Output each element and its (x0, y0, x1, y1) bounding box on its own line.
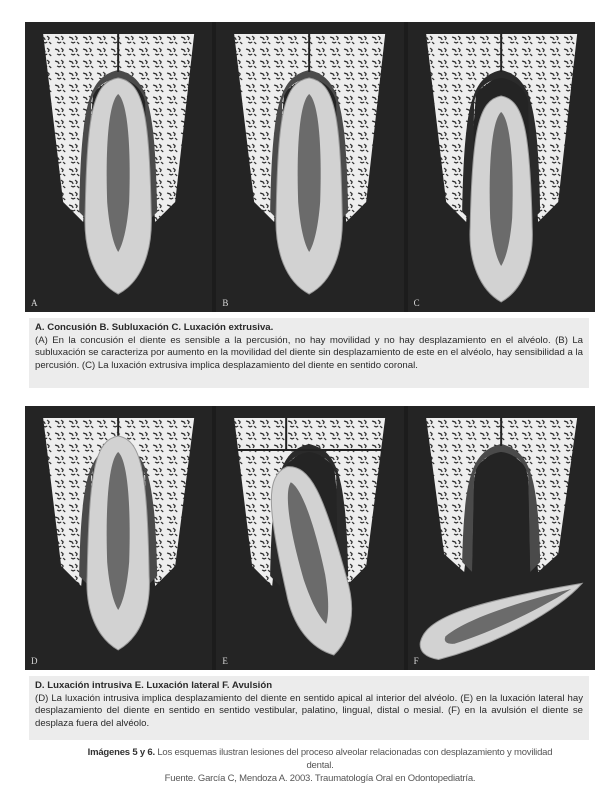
caption-bottom (29, 676, 589, 740)
panel-subluxacion (216, 22, 403, 312)
tooth-diagram-f (408, 406, 595, 670)
panel-concusion (25, 22, 212, 312)
panel-luxacion-intrusiva (25, 406, 212, 670)
panel-letter: F (413, 656, 419, 666)
caption-body: (A) En la concusión el diente es sensible a la percusión, no hay movilidad y no hay desplazamiento en el alvéolo. (B) La subluxación se caracteriza por aumento en la movilidad del diente sin desplazamiento de este en el alvéolo, hay sensibilidad a la percusión. (C) La luxación extrusiva implica desplazamiento del diente en sentido coronal. (35, 334, 583, 371)
panel-letter: D (31, 656, 38, 666)
tooth-diagram-e (216, 406, 403, 670)
caption-top (29, 318, 589, 388)
caption-body: (D) La luxación intrusiva implica desplazamiento del diente en sentido apical al interior del alvéolo. (E) en la luxación lateral hay desplazamiento del diente en sentido en sentido vestibular, palatino, lingual, distal o mesial. (F) en la avulsión el diente se desplaza fuera del alvéolo. (35, 692, 583, 729)
tooth-diagram-d (25, 406, 212, 670)
panel-avulsion (408, 406, 595, 670)
caption-title: D. Luxación intrusiva E. Luxación lateral F. Avulsión (35, 680, 273, 691)
tooth-diagram-a (25, 22, 212, 312)
panel-letter: B (222, 298, 229, 308)
source-caption (80, 746, 560, 785)
panel-luxacion-extrusiva (408, 22, 595, 312)
panel-letter: A (31, 298, 38, 308)
panel-luxacion-lateral (216, 406, 403, 670)
panel-letter: C (413, 298, 420, 308)
source-text: Los esquemas ilustran lesiones del proceso alveolar relacionadas con desplazamiento y movilidad dental. (154, 747, 553, 771)
tooth-diagram-b (216, 22, 403, 312)
caption-title: A. Concusión B. Subluxación C. Luxación extrusiva. (35, 322, 274, 333)
source-reference: Fuente. García C, Mendoza A. 2003. Traumatología Oral en Odontopediatría. (164, 773, 476, 784)
tooth-diagram-c (408, 22, 595, 312)
source-label: Imágenes 5 y 6. (87, 747, 155, 758)
panel-letter: E (222, 656, 228, 666)
figure-bottom (25, 406, 595, 670)
figure-top (25, 22, 595, 312)
